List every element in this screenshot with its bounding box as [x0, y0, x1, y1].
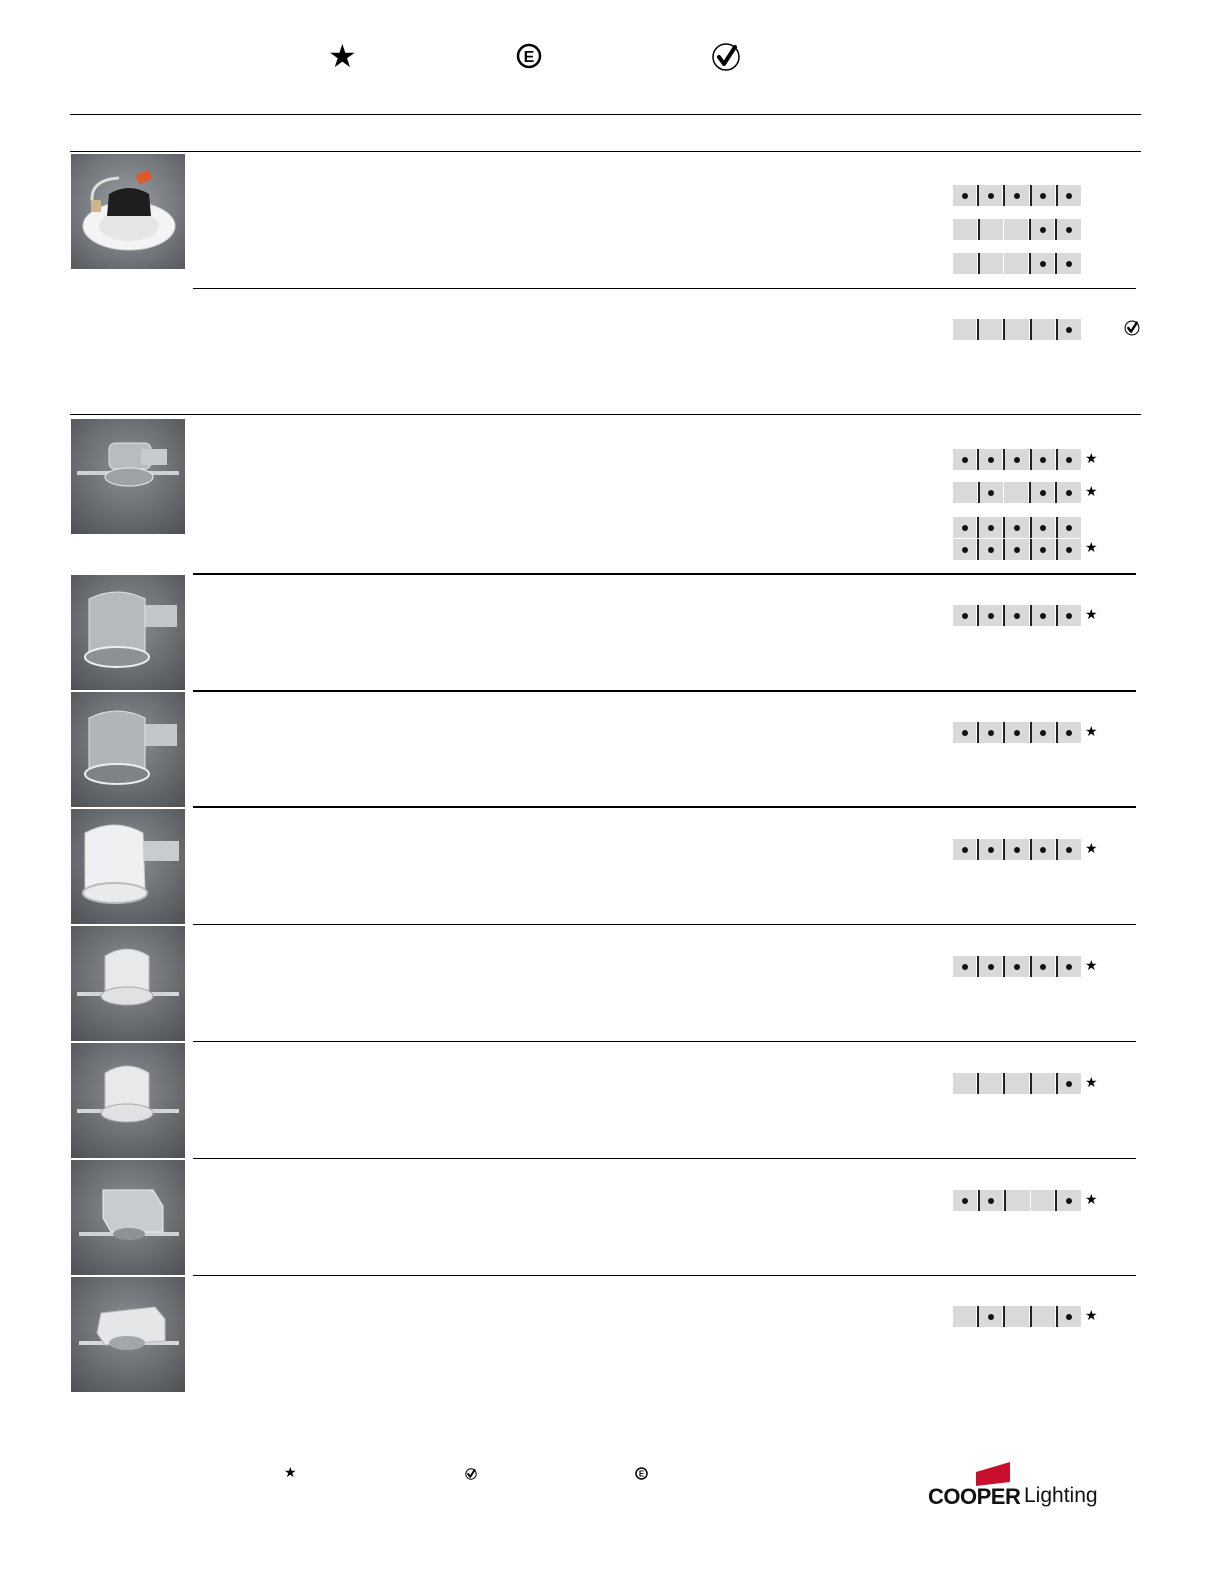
availability-dot [1040, 613, 1046, 619]
availability-row [953, 517, 1081, 538]
availability-dot [988, 547, 994, 553]
availability-dot [1066, 193, 1072, 199]
row-divider [193, 1275, 1136, 1276]
product-image-new-construction-housing [71, 926, 185, 1041]
e-circle-icon [516, 43, 542, 72]
availability-dot [1066, 261, 1072, 267]
availability-row [953, 605, 1081, 626]
star-icon: ★ [1085, 1308, 1098, 1324]
product-image-remodel-housing [71, 692, 185, 807]
product-image-new-construction-housing [71, 419, 185, 534]
availability-dot [1014, 964, 1020, 970]
availability-row [953, 482, 1081, 503]
availability-dot [1040, 847, 1046, 853]
brand-name-bold: COOPER [928, 1484, 1021, 1509]
availability-row [953, 1306, 1081, 1327]
availability-row [953, 722, 1081, 743]
availability-dot [1066, 730, 1072, 736]
availability-dot [1066, 1314, 1072, 1320]
availability-dot [988, 193, 994, 199]
brand-name-light: Lighting [1024, 1484, 1098, 1507]
availability-dot [988, 964, 994, 970]
availability-row [953, 539, 1081, 560]
availability-row [953, 839, 1081, 860]
product-image-box-housing [71, 1277, 185, 1392]
availability-dot [1014, 613, 1020, 619]
availability-dot [962, 1198, 968, 1204]
availability-dot [1040, 193, 1046, 199]
availability-dot [962, 547, 968, 553]
availability-row [953, 319, 1081, 340]
row-divider [193, 806, 1136, 808]
star-icon: ★ [284, 1465, 297, 1481]
availability-dot [1066, 227, 1072, 233]
availability-dot [1040, 547, 1046, 553]
availability-dot [1014, 547, 1020, 553]
availability-dot [1066, 964, 1072, 970]
availability-dot [988, 730, 994, 736]
svg-text:E: E [523, 49, 535, 66]
availability-dot [1040, 730, 1046, 736]
check-circle-icon [711, 42, 741, 75]
availability-dot [1066, 327, 1072, 333]
row-divider [193, 1041, 1136, 1042]
availability-dot [1040, 964, 1046, 970]
star-icon: ★ [1085, 484, 1098, 500]
availability-dot [988, 525, 994, 531]
availability-dot [1040, 490, 1046, 496]
availability-dot [988, 490, 994, 496]
row-divider [193, 573, 1136, 575]
star-icon: ★ [1085, 607, 1098, 623]
availability-row [953, 956, 1081, 977]
header-rule-top [70, 114, 1141, 115]
availability-dot [1066, 547, 1072, 553]
check-circle-icon [1124, 320, 1140, 339]
availability-dot [1014, 847, 1020, 853]
star-icon: ★ [328, 37, 357, 75]
availability-dot [1040, 227, 1046, 233]
availability-dot [962, 525, 968, 531]
cooper-lighting-logo [926, 1458, 1116, 1514]
availability-dot [1066, 1198, 1072, 1204]
star-icon: ★ [1085, 724, 1098, 740]
availability-dot [1040, 261, 1046, 267]
availability-dot [1014, 193, 1020, 199]
row-divider [193, 288, 1136, 289]
availability-dot [962, 730, 968, 736]
star-icon: ★ [1085, 1075, 1098, 1091]
star-icon: ★ [1085, 540, 1098, 556]
availability-dot [962, 193, 968, 199]
availability-dot [1066, 613, 1072, 619]
availability-dot [1066, 1081, 1072, 1087]
availability-dot [1066, 490, 1072, 496]
row-divider [193, 924, 1136, 925]
availability-row [953, 219, 1081, 240]
product-image-retrofit-led [71, 154, 185, 269]
availability-row [953, 253, 1081, 274]
product-image-remodel-housing [71, 575, 185, 690]
product-image-new-construction-housing [71, 1043, 185, 1158]
availability-dot [1066, 457, 1072, 463]
check-circle-icon [465, 1467, 477, 1483]
row-divider [193, 1158, 1136, 1159]
availability-dot [988, 1314, 994, 1320]
availability-row [953, 1073, 1081, 1094]
star-icon: ★ [1085, 451, 1098, 467]
star-icon: ★ [1085, 841, 1098, 857]
header-rule-bottom [70, 151, 1141, 152]
availability-dot [1066, 525, 1072, 531]
availability-dot [988, 1198, 994, 1204]
availability-dot [1040, 457, 1046, 463]
star-icon: ★ [1085, 958, 1098, 974]
row-divider [193, 690, 1136, 692]
availability-dot [1040, 525, 1046, 531]
availability-dot [962, 613, 968, 619]
availability-dot [962, 457, 968, 463]
product-image-box-housing [71, 1160, 185, 1275]
availability-dot [988, 847, 994, 853]
availability-dot [962, 847, 968, 853]
availability-row [953, 1190, 1081, 1211]
e-circle-icon [635, 1467, 648, 1483]
availability-dot [1014, 457, 1020, 463]
product-image-remodel-housing-white [71, 809, 185, 924]
svg-text:E: E [638, 1469, 645, 1479]
availability-dot [1014, 525, 1020, 531]
availability-dot [988, 457, 994, 463]
section-divider [70, 414, 1141, 415]
availability-dot [988, 613, 994, 619]
availability-dot [1014, 730, 1020, 736]
availability-row [953, 185, 1081, 206]
availability-dot [1066, 847, 1072, 853]
star-icon: ★ [1085, 1192, 1098, 1208]
availability-dot [962, 964, 968, 970]
availability-row [953, 449, 1081, 470]
